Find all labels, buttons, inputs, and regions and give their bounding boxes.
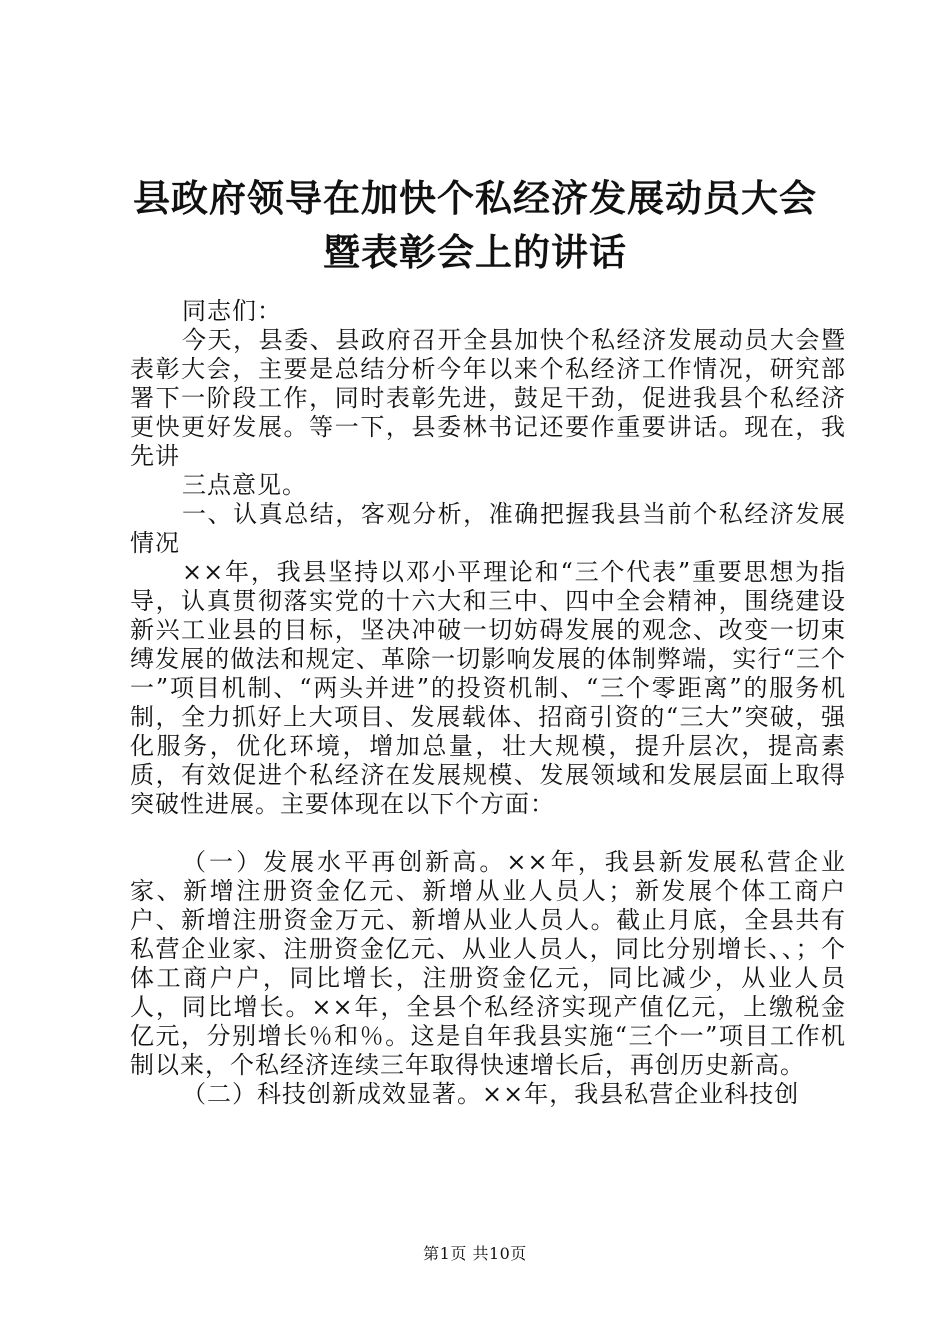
section-heading-1: 一、认真总结，客观分析，准确把握我县当前个私经济发展情况 (130, 500, 846, 557)
document-title: 县政府领导在加快个私经济发展动员大会暨表彰会上的讲话 (133, 177, 817, 274)
overview-paragraph: ××年，我县坚持以邓小平理论和“三个代表”重要思想为指导，认真贯彻落实党的十六大和三中、四中全会精神，围绕建设新兴工业县的目标，坚决冲破一切妨碍发展的观念、改变一切束缚发展的做法和规定、革除一切影响发展的体制弊端，实行“三个一”项目机制、“两头并进”的投资机制、“三个零距离”的服务机制，全力抓好上大项目、发展载体、招商引资的“三大”突破，强化服务，优化环境，增加总量，壮大规模，提升层次，提高素质，有效促进个私经济在发展规模、发展领域和发展层面上取得突破性进展。主要体现在以下个方面： (130, 558, 846, 818)
page-footer: 第1页 共10页 (423, 1244, 527, 1263)
intro-paragraph: 今天，县委、县政府召开全县加快个私经济发展动员大会暨表彰大会，主要是总结分析今年以来个私经济工作情况，研究部署下一阶段工作，同时表彰先进，鼓足干劲，促进我县个私经济更快更好发展。等一下，县委林书记还要作重要讲话。现在，我先讲 (130, 326, 846, 470)
intro-continuation-paragraph: 三点意见。 (182, 471, 307, 499)
document-body (130, 297, 846, 1109)
subsection-paragraph-1: （一）发展水平再创新高。××年，我县新发展私营企业家、新增注册资金亿元、新增从业人员人；新发展个体工商户户、新增注册资金万元、新增从业人员人。截止月底，全县共有私营企业家、注册资金亿元、从业人员人，同比分别增长、、；个体工商户户，同比增长，注册资金亿元，同比减少，从业人员人，同比增长。××年，全县个私经济实现产值亿元，上缴税金亿元，分别增长％和％。这是自年我县实施“三个一”项目工作机制以来，个私经济连续三年取得快速增长后，再创历史新高。 (130, 848, 846, 1079)
salutation-paragraph: 同志们： (182, 297, 282, 325)
subsection-paragraph-2: （二）科技创新成效显著。××年，我县私营企业科技创 (182, 1080, 800, 1108)
paragraph-gap (130, 819, 846, 848)
